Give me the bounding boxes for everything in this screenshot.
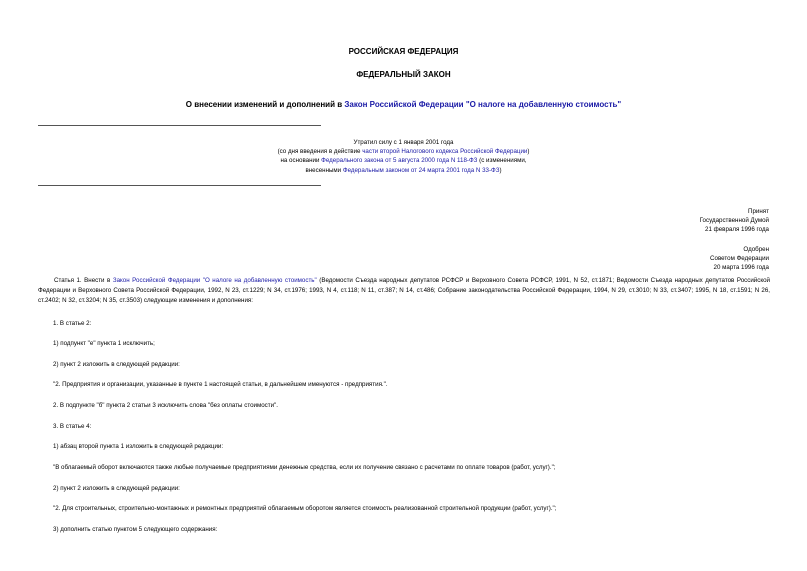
federal-law-118-link[interactable]: Федерального закона от 5 августа 2000 года N 118-ФЗ: [321, 157, 478, 165]
divider-top: [38, 125, 321, 126]
status-line-3: [0, 156, 807, 165]
law-title-prefix: О внесении изменений и дополнений в: [185, 100, 345, 109]
list-item: 3. В статье 4:: [53, 423, 92, 430]
article-1-paragraph: [38, 276, 770, 307]
list-item: "В облагаемый оборот включаются также любые получаемые предприятиями денежные средства, если их получение связано с расчетами по оплате товаров (работ, услуг).";: [53, 464, 556, 471]
list-item: 1. В статье 2:: [53, 320, 92, 327]
divider-bottom: [38, 185, 321, 186]
status-line-3-text: на основании: [280, 157, 322, 165]
tax-code-link[interactable]: части второй Налогового кодекса Российской Федерации: [362, 148, 528, 156]
accepted-label: Принят: [748, 208, 769, 215]
doc-type-heading: ФЕДЕРАЛЬНЫЙ ЗАКОН: [356, 70, 451, 79]
status-block: [0, 138, 807, 175]
status-line-1: Утратил силу с 1 января 2001 года: [353, 139, 454, 146]
list-item: 1) подпункт "е" пункта 1 исключить;: [53, 340, 155, 347]
status-line-4: [0, 166, 807, 175]
article-1-intro: Статья 1. Внести в: [54, 277, 113, 284]
law-title: [0, 100, 807, 109]
vat-law-link[interactable]: Закон Российской Федерации "О налоге на добавленную стоимость": [112, 277, 317, 284]
council-label: Советом Федерации: [710, 255, 769, 263]
federal-law-33-link[interactable]: Федеральным законом от 24 марта 2001 года N 33-ФЗ: [342, 166, 500, 174]
list-item: 3) дополнить статью пунктом 5 следующего содержания:: [53, 526, 218, 533]
status-line-4-text: внесенными: [305, 166, 343, 174]
list-item: 2) пункт 2 изложить в следующей редакции:: [53, 485, 180, 492]
status-line-2-end: ): [527, 148, 530, 156]
adoption-council: [710, 245, 769, 273]
council-date: 20 марта 1996 года: [713, 264, 769, 272]
list-item: 2) пункт 2 изложить в следующей редакции:: [53, 361, 180, 368]
list-item: "2. Предприятия и организации, указанные в пункте 1 настоящей статьи, в дальнейшем именуются - предприятия.".: [53, 381, 388, 388]
duma-label: Государственной Думой: [699, 217, 769, 225]
status-line-3-end: (с изменениями,: [477, 157, 527, 165]
law-title-link[interactable]: Закон Российской Федерации "О налоге на добавленную стоимость": [344, 100, 622, 109]
list-item: 1) абзац второй пункта 1 изложить в следующей редакции:: [53, 443, 224, 450]
status-line-2: [0, 147, 807, 156]
approved-label: Одобрен: [743, 246, 769, 253]
status-line-4-end: ): [499, 166, 502, 174]
duma-date: 21 февраля 1996 года: [705, 226, 769, 234]
article-1-text: (Ведомости Съезда народных депутатов РСФСР и Верховного Совета РСФСР, 1991, N 52, ст.1871; Ведомости Съезда народных депутатов Российской Федерации и Верховного Совета Российской Федерации, 1992, N 23, ст.1229; N 34, ст.1976; 1993, N 4, ст.118; N 11, ст.387; N 14, ст.486; Собрание законодательства Российской Федерации, 1994, N 29, ст.3010; N 33, ст.3407; 1995, N 18, ст.1591; N 26, ст.2402; N 32, ст.3204; N 35, ст.3503) следующие изменения и дополнения:: [38, 277, 771, 305]
list-item: 2. В подпункте "б" пункта 2 статьи 3 исключить слова "без оплаты стоимости".: [53, 402, 278, 409]
adoption-duma: [700, 207, 769, 235]
list-item: "2. Для строительных, строительно-монтажных и ремонтных предприятий облагаемым оборотом является стоимость реализованной строительной продукции (работ, услуг).";: [53, 505, 557, 512]
status-line-2-text: (со дня введения в действие: [277, 148, 363, 156]
country-heading: РОССИЙСКАЯ ФЕДЕРАЦИЯ: [348, 47, 459, 56]
